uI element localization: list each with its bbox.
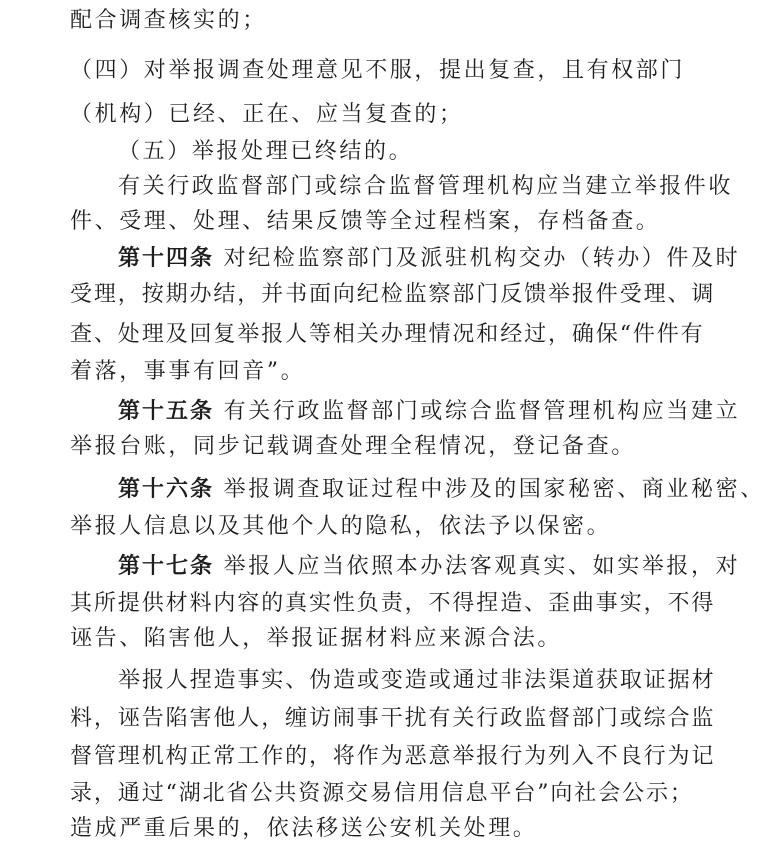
- text-line: 举报人捏造事实、伪造或变造或通过非法渠道获取证据材: [118, 668, 716, 693]
- article-16-line: [118, 474, 765, 505]
- article-16-text: 举报调查取证过程中涉及的国家秘密、商业秘密、: [223, 477, 765, 502]
- text-line: 督管理机构正常工作的，将作为恶意举报行为列入不良行为记: [70, 744, 716, 769]
- text-line: 造成严重后果的，依法移送公安机关处理。: [70, 816, 538, 841]
- text-line: 料，诬告陷害他人，缠访闹事干扰有关行政监督部门或综合监: [70, 706, 716, 731]
- article-14-text: 对纪检监察部门及派驻机构交办（转办）件及时: [223, 246, 741, 271]
- text-line: 举报台账，同步记载调查处理全程情况，登记备查。: [70, 434, 636, 459]
- article-17-text: 举报人应当依照本办法客观真实、如实举报，对: [223, 554, 741, 579]
- text-line: 着落，事事有回音”。: [70, 359, 306, 384]
- article-15-label: 第十五条: [118, 398, 215, 424]
- text-line: （五）举报处理已终结的。: [118, 139, 414, 164]
- text-line: 举报人信息以及其他个人的隐私，依法予以保密。: [70, 514, 612, 539]
- article-14-label: 第十四条: [118, 245, 215, 271]
- article-14-line: [118, 243, 740, 274]
- text-line: 配合调查核实的；: [70, 8, 267, 33]
- article-15-line: [118, 396, 740, 427]
- text-line: 其所提供材料内容的真实性负责，不得捏造、歪曲事实，不得: [70, 591, 716, 616]
- text-line: （机构）已经、正在、应当复查的；: [70, 102, 464, 127]
- text-line: 件、受理、处理、结果反馈等全过程档案，存档备查。: [70, 209, 661, 234]
- text-line: 诬告、陷害他人，举报证据材料应来源合法。: [70, 626, 563, 651]
- text-line: 录，通过“湖北省公共资源交易信用信息平台”向社会公示；: [70, 781, 694, 806]
- text-line: 查、处理及回复举报人等相关办理情况和经过，确保“件件有: [70, 322, 705, 347]
- article-17-label: 第十七条: [118, 553, 215, 579]
- text-line: 受理，按期办结，并书面向纪检监察部门反馈举报件受理、调: [70, 282, 716, 307]
- article-16-label: 第十六条: [118, 476, 215, 502]
- text-line: 有关行政监督部门或综合监督管理机构应当建立举报件收: [118, 174, 734, 199]
- article-15-text: 有关行政监督部门或综合监督管理机构应当建立: [223, 399, 741, 424]
- text-line: （四）对举报调查处理意见不服，提出复查，且有权部门: [70, 58, 686, 83]
- article-17-line: [118, 551, 740, 582]
